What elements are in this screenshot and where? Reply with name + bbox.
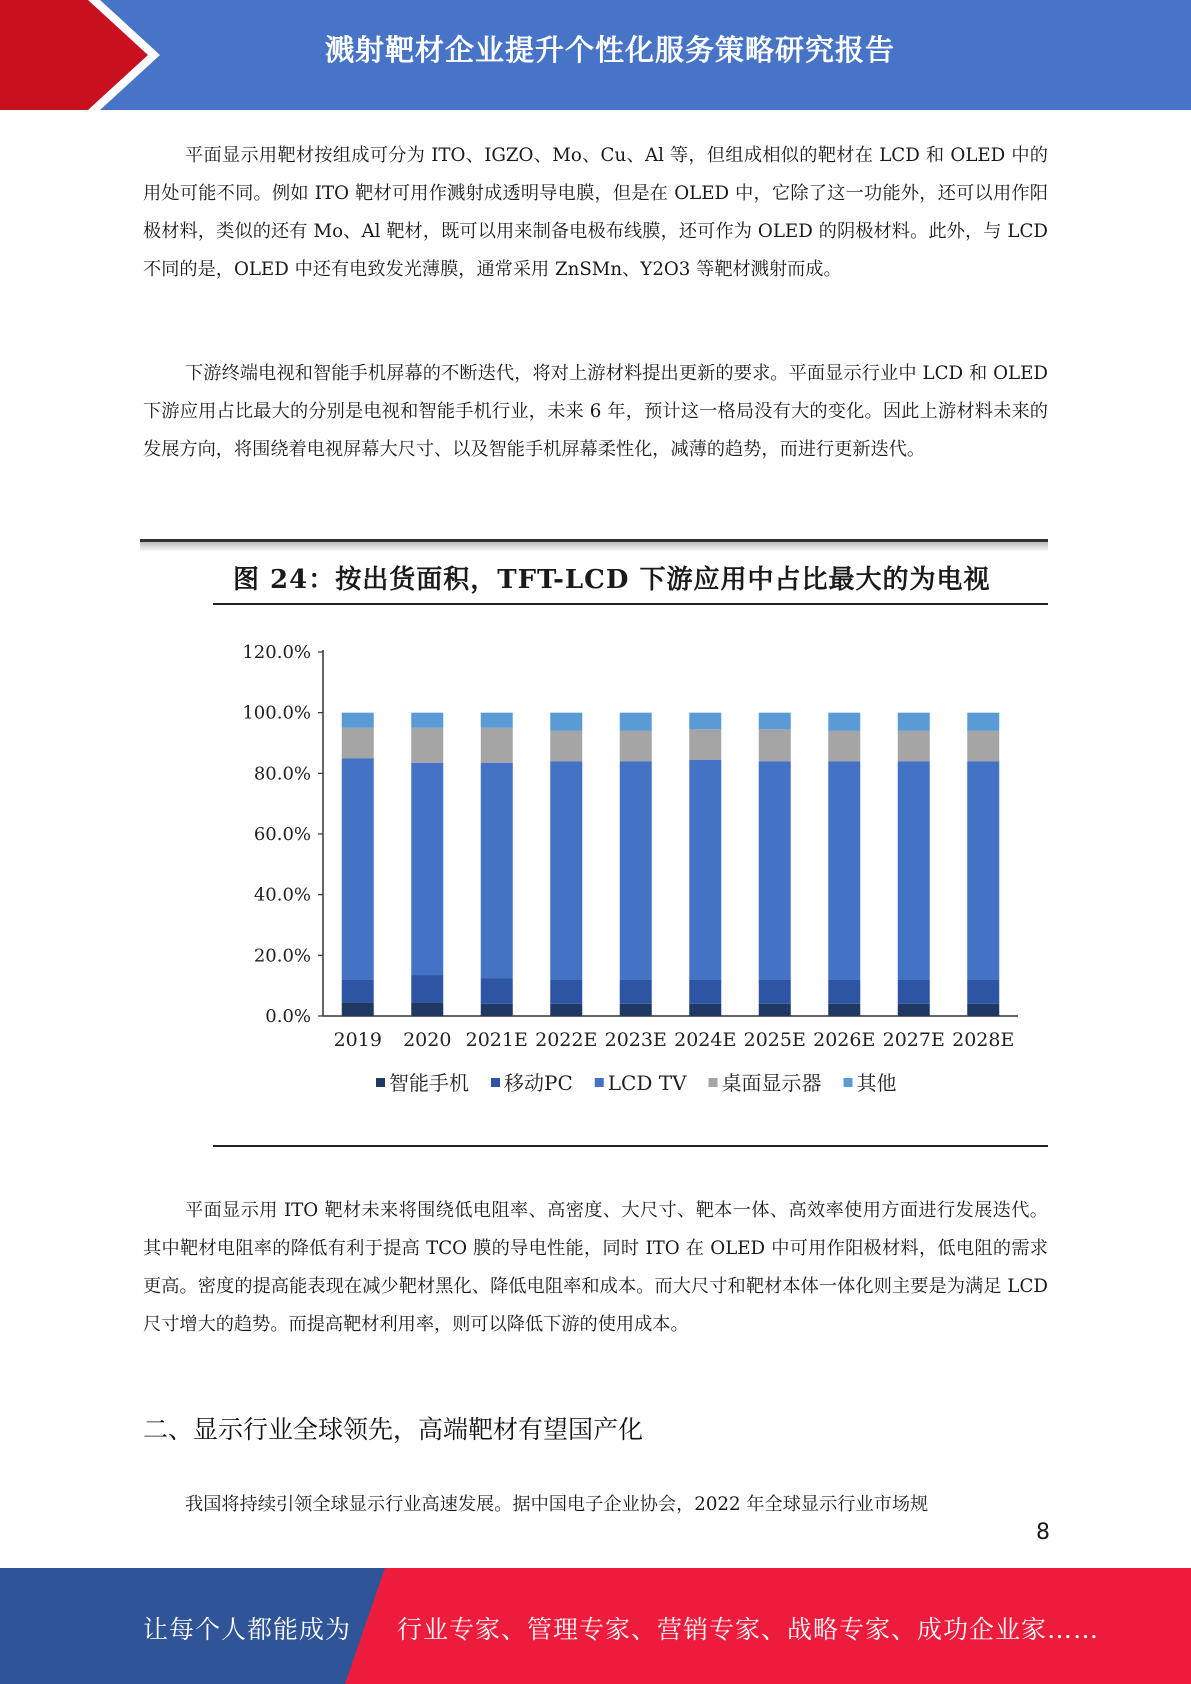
bar-segment [411, 975, 443, 1002]
x-tick-label: 2022E [535, 1029, 598, 1051]
x-tick-label: 2020 [403, 1029, 452, 1051]
bar-segment [342, 1002, 374, 1016]
legend-label: LCD TV [607, 1071, 687, 1095]
legend-swatch [709, 1078, 718, 1087]
bar-segment [828, 731, 860, 761]
figure-bottom-rule [213, 1145, 1048, 1147]
bar-segment [967, 731, 999, 761]
page-title: 溅射靶材企业提升个性化服务策略研究报告 [324, 33, 895, 67]
bar-segment [967, 1004, 999, 1016]
bar-segment [828, 980, 860, 1004]
bar-segment [898, 713, 930, 731]
bar-segment [967, 980, 999, 1004]
figure-title-rule [213, 603, 1048, 605]
bar-segment [481, 728, 513, 763]
page-number: 8 [1036, 1520, 1050, 1545]
legend-swatch [844, 1078, 853, 1087]
legend-label: 智能手机 [389, 1071, 469, 1095]
bar-segment [759, 1004, 791, 1016]
bar-segment [759, 980, 791, 1004]
bar-segment [828, 761, 860, 979]
bar-segment [411, 728, 443, 763]
bar-segment [481, 1004, 513, 1016]
bar-segment [689, 713, 721, 730]
bar-segment [759, 713, 791, 730]
bar-segment [620, 1004, 652, 1016]
chart-area [213, 620, 1048, 1120]
x-tick-label: 2019 [333, 1029, 382, 1051]
bar-segment [620, 761, 652, 979]
bar-segment [689, 729, 721, 759]
paragraph-3: 平面显示用 ITO 靶材未来将围绕低电阻率、高密度、大尺寸、靶本一体、高效率使用方面进行发展迭代。其中靶材电阻率的降低有利于提高 TCO 膜的导电性能，同时 ITO 在 OLED 中可用作阳极材料，低电阻的需求更高。密度的提高能表现在减少靶材黑化、降低电阻率和成本。而大尺寸和靶材本体一体化则主要是为满足 LCD 尺寸增大的趋势。而提高靶材利用率，则可以降低下游的使用成本。 [143, 1200, 1048, 1335]
bar-segment [550, 1004, 582, 1016]
bar-segment [898, 731, 930, 761]
x-tick-label: 2028E [952, 1029, 1015, 1051]
bar-segment [620, 980, 652, 1004]
bar-segment [342, 980, 374, 1003]
legend-swatch [595, 1078, 604, 1087]
y-tick-label: 60.0% [253, 824, 311, 845]
bar-segment [411, 763, 443, 975]
footer-slogan-left: 让每个人都能成为 [143, 1615, 352, 1644]
bar-segment [828, 1004, 860, 1016]
legend-label: 移动PC [504, 1071, 573, 1095]
y-tick-label: 100.0% [242, 702, 311, 724]
paragraph-2: 下游终端电视和智能手机屏幕的不断迭代，将对上游材料提出更新的要求。平面显示行业中 LCD 和 OLED 下游应用占比最大的分别是电视和智能手机行业，未来 6 年，预计这一格局没有大的变化。因此上游材料未来的发展方向，将围绕着电视屏幕大尺寸、以及智能手机屏幕柔性化，减薄的趋势，而进行更新迭代。 [143, 363, 1048, 460]
bar-segment [898, 1004, 930, 1016]
bar-segment [411, 1002, 443, 1016]
bar-segment [550, 713, 582, 731]
section-heading: 二、显示行业全球领先，高端靶材有望国产化 [143, 1415, 644, 1444]
y-tick-label: 120.0% [242, 642, 311, 663]
x-tick-label: 2021E [465, 1029, 528, 1051]
bar-segment [689, 760, 721, 980]
header-red-arrow [0, 0, 148, 110]
legend-label: 其他 [856, 1071, 897, 1095]
y-tick-label: 0.0% [265, 1006, 311, 1027]
bar-segment [342, 758, 374, 979]
bar-segment [967, 761, 999, 979]
bar-segment [620, 713, 652, 731]
legend-swatch [491, 1078, 500, 1087]
x-tick-label: 2027E [882, 1029, 945, 1051]
x-tick-label: 2026E [813, 1029, 876, 1051]
bar-segment [898, 761, 930, 979]
bar-segment [759, 729, 791, 761]
bar-segment [342, 713, 374, 728]
stacked-bar-chart [213, 620, 1048, 1120]
legend-swatch [376, 1078, 385, 1087]
paragraph-4: 我国将持续引领全球显示行业高速发展。据中国电子企业协会，2022 年全球显示行业市场规 [185, 1494, 929, 1515]
bar-segment [689, 1004, 721, 1016]
y-tick-label: 80.0% [253, 763, 311, 785]
legend-label: 桌面显示器 [721, 1071, 822, 1095]
bar-segment [967, 713, 999, 731]
bar-segment [481, 713, 513, 728]
bar-segment [689, 980, 721, 1004]
x-tick-label: 2023E [604, 1029, 667, 1051]
bar-segment [620, 731, 652, 761]
bar-segment [481, 978, 513, 1004]
bar-segment [342, 728, 374, 758]
bar-segment [828, 713, 860, 731]
x-tick-label: 2025E [743, 1029, 806, 1051]
figure-top-shadow [140, 542, 1048, 552]
bar-segment [550, 761, 582, 979]
y-tick-label: 40.0% [253, 884, 311, 906]
figure-title: 图 24：按出货面积，TFT-LCD 下游应用中占比最大的为电视 [233, 565, 991, 595]
footer-slogan-right: 行业专家、管理专家、营销专家、战略专家、成功企业家…… [397, 1615, 1100, 1644]
bar-segment [481, 763, 513, 978]
bar-segment [759, 761, 791, 979]
y-tick-label: 20.0% [253, 945, 311, 967]
paragraph-1: 平面显示用靶材按组成可分为 ITO、IGZO、Mo、Cu、Al 等，但组成相似的靶材在 LCD 和 OLED 中的用处可能不同。例如 ITO 靶材可用作溅射成透明导电膜，但是在 OLED 中，它除了这一功能外，还可以用作阳极材料，类似的还有 Mo、Al 靶材，既可以用来制备电极布线膜，还可作为 OLED 的阴极材料。此外，与 LCD 不同的是，OLED 中还有电致发光薄膜，通常采用 ZnSMn、Y2O3 等靶材溅射而成。 [143, 145, 1048, 280]
bar-segment [898, 980, 930, 1004]
bar-segment [411, 713, 443, 728]
bar-segment [550, 731, 582, 761]
bar-segment [550, 980, 582, 1004]
x-tick-label: 2024E [674, 1029, 737, 1051]
